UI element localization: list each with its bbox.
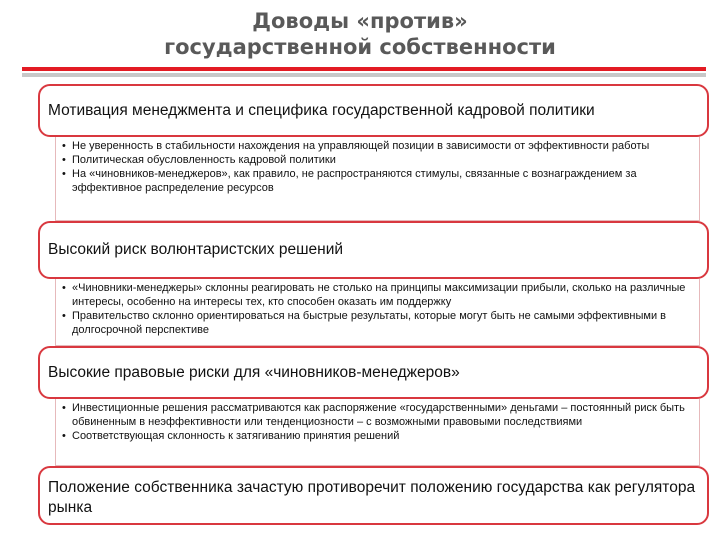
section-heading-text: Высокие правовые риски для «чиновников-менеджеров»: [48, 363, 460, 381]
page-title: [0, 8, 720, 60]
bullet-item: • Соответствующая склонность к затягиванию принятия решений: [62, 429, 693, 443]
bullet-item: • Правительство склонно ориентироваться на быстрые результаты, которые могут быть не самыми эффективными в долгосрочной перспективе: [62, 309, 693, 337]
section-bullets-motivation: [55, 137, 700, 221]
bullet-item: • «Чиновники-менеджеры» склонны реагировать не столько на принципы максимизации прибыли, сколько на различные интересы, особенно на интересы тех, кто способен оказать им поддержку: [62, 281, 693, 309]
title-red-rule: [22, 67, 706, 71]
title-line-1: Доводы «против»: [252, 9, 468, 33]
section-heading-owner-regulator-conflict: [38, 466, 709, 525]
title-gray-rule: [22, 73, 706, 77]
bullet-item: • Не уверенность в стабильности нахождения на управляющей позиции в зависимости от эффективности работы: [62, 139, 693, 153]
bullet-item: • На «чиновников-менеджеров», как правило, не распространяются стимулы, связанные с вознаграждением за эффективное распределение ресурсов: [62, 167, 693, 195]
section-bullets-voluntarism-risk: [55, 279, 700, 346]
section-bullets-legal-risks: [55, 399, 700, 466]
section-heading-motivation: [38, 84, 709, 137]
bullet-item: • Инвестиционные решения рассматриваются как распоряжение «государственными» деньгами – постоянный риск быть обвиненным в неэффективности или тенденциозности – с возможными правовыми последствиями: [62, 401, 693, 429]
bullet-item: • Политическая обусловленность кадровой политики: [62, 153, 693, 167]
title-line-2: государственной собственности: [164, 35, 556, 59]
section-heading-text: Высокий риск волюнтаристских решений: [48, 241, 344, 258]
section-heading-legal-risks: [38, 346, 709, 399]
section-heading-text: Мотивация менеджмента и специфика государственной кадровой политики: [48, 101, 595, 119]
section-heading-text: Положение собственника зачастую противоречит положению государства как регулятора рынка: [48, 479, 696, 516]
section-heading-voluntarism-risk: [38, 221, 709, 279]
